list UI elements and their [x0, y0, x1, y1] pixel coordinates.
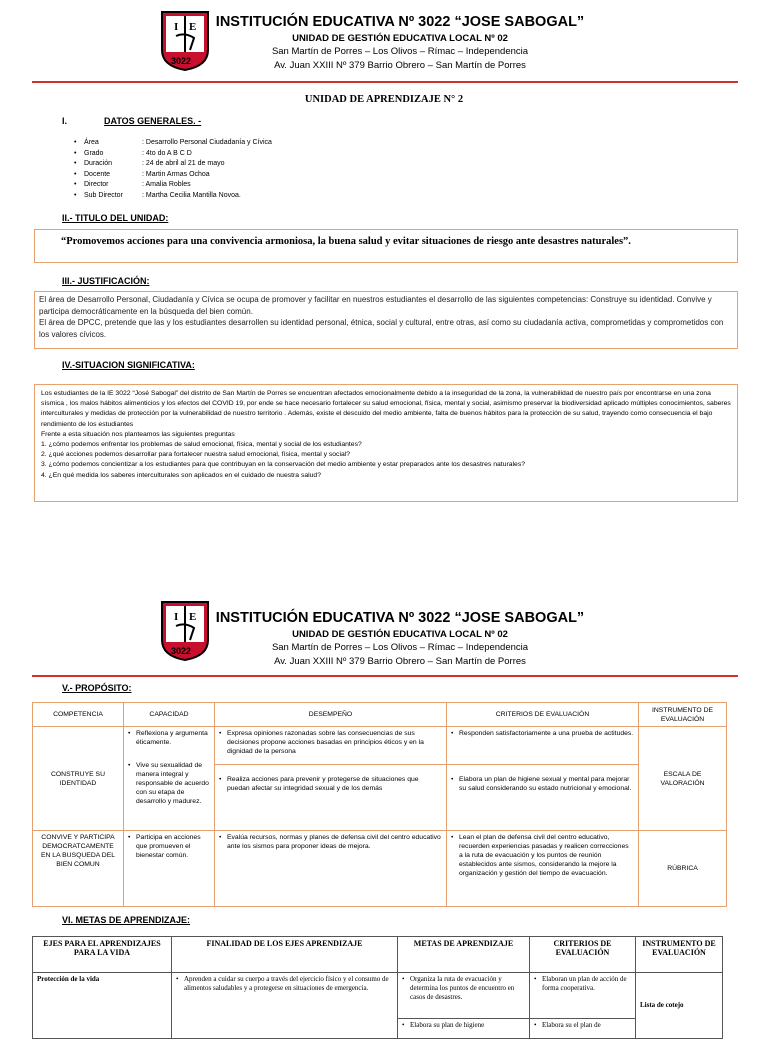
- competence-cell: CONSTRUYE SU IDENTIDAD: [33, 727, 124, 831]
- criteria-text: Elabora un plan de higiene sexual y mental para mejorar su salud considerando su estado nutricional y emocional.: [459, 776, 632, 792]
- section4-title: IV.-SITUACION SIGNIFICATIVA:: [62, 360, 195, 370]
- svg-text:I: I: [174, 21, 179, 33]
- purpose-header: COMPETENCIA: [33, 703, 124, 727]
- general-row: • Duración : 24 de abril al 21 de mayo: [74, 159, 272, 170]
- situation-box: [34, 384, 738, 502]
- criteria-text: Responden satisfactoriamente a una prueba de actitudes.: [459, 730, 634, 737]
- general-value: : Martha Cecilia Mantilla Novoa.: [142, 191, 241, 199]
- address-line: Av. Juan XXIII Nº 379 Barrio Obrero – San Martín de Porres: [274, 60, 526, 71]
- meta-instrument-cell: Lista de cotejo: [636, 973, 723, 1039]
- purpose-header: INSTRUMENTO DE EVALUACIÓN: [639, 703, 727, 727]
- meta-criteria-text: Elabora su el plan de: [542, 1021, 601, 1029]
- general-value: : 24 de abril al 21 de mayo: [142, 160, 225, 167]
- meta-criteria-cell: • Elaboran un plan de acción de forma cooperativa.: [530, 973, 636, 1019]
- general-row: • Sub Director : Martha Cecilia Mantilla Novoa.: [74, 191, 272, 202]
- justification-paragraph: El área de DPCC, pretende que las y los estudiantes desarrollen su identidad personal, étnica, social y cultural, entre otras, así como su ciudadanía activa, comprometidas y comprometidos con los valores cívicos.: [39, 318, 724, 339]
- instrument-cell: RÚBRICA: [639, 831, 727, 907]
- purpose-axis-cell: • Aprenden a cuidar su cuerpo a través del ejercicio físico y el consumo de alimentos saludables y a protegerse en situaciones de emergencia.: [172, 973, 398, 1039]
- unit-name-box: [34, 229, 738, 263]
- address-line: Av. Juan XXIII Nº 379 Barrio Obrero – San Martín de Porres: [274, 656, 526, 667]
- svg-text:E: E: [189, 611, 197, 623]
- goal-cell: • Organiza la ruta de evacuación y determina los puntos de encuentro en casos de desastres.: [398, 973, 530, 1019]
- purpose-row: [33, 727, 727, 765]
- general-row: • Docente : Martin Armas Ochoa: [74, 170, 272, 181]
- general-value: : Amalia Robles: [142, 181, 191, 188]
- unit-name: “Promovemos acciones para una convivencia armoniosa, la buena salud y evitar situaciones de riesgo ante desastres naturales”.: [61, 236, 631, 247]
- criteria-cell: • Elabora un plan de higiene sexual y mental para mejorar su salud considerando su estado nutricional y emocional.: [447, 765, 639, 831]
- general-key: Sub Director: [84, 191, 123, 199]
- criteria-cell: • Responden satisfactoriamente a una prueba de actitudes.: [447, 727, 639, 765]
- general-value: : Desarrollo Personal Ciudadanía y Cívica: [142, 139, 272, 146]
- header-divider: [32, 675, 738, 677]
- situation-question: 3. ¿cómo podemos concientizar a los estudiantes para que contribuyan en la conservación del medio ambiente y estar preparados ante los desastres naturales?: [41, 461, 525, 469]
- goal-text: Organiza la ruta de evacuación y determina los puntos de encuentro en casos de desastres.: [410, 975, 515, 1001]
- school-title: INSTITUCIÓN EDUCATIVA Nº 3022 “JOSE SABOGAL”: [215, 610, 585, 626]
- capacity-item: Vive su sexualidad de manera integral y responsable de acuerdo con su etapa de desarrollo y madurez.: [136, 762, 209, 805]
- situation-line: Frente a esta situación nos planteamos las siguientes preguntas: [41, 430, 235, 438]
- goal-cell: • Elabora su plan de higiene: [398, 1019, 530, 1039]
- general-key: Director: [84, 181, 109, 188]
- goal-text: Elabora su plan de higiene: [410, 1021, 485, 1029]
- metas-row: [33, 973, 723, 1019]
- performance-cell: • Realiza acciones para prevenir y protegerse de situaciones que puedan afectar su integridad sexual y de los demás: [215, 765, 447, 831]
- purpose-header: DESEMPEÑO: [215, 703, 447, 727]
- header-divider: [32, 81, 738, 83]
- svg-text:I: I: [174, 611, 179, 623]
- purpose-header-row: [33, 703, 727, 727]
- meta-criteria-cell: • Elabora su el plan de: [530, 1019, 636, 1039]
- purpose-header: CAPACIDAD: [124, 703, 215, 727]
- svg-text:E: E: [189, 21, 197, 33]
- capacity-cell: • Participa en acciones que promueven el bienestar común.: [124, 831, 215, 907]
- general-data-list: [74, 138, 272, 201]
- purpose-table: [32, 702, 727, 907]
- performance-text: Expresa opiniones razonadas sobre las consecuencias de sus decisiones propone acciones basadas en principios éticos y en la dignidad de la persona: [227, 730, 424, 755]
- capacity-cell: • Reflexiona y argumenta éticamente. • Vive su sexualidad de manera integral y responsable de acuerdo con su etapa de desarrollo y madurez.: [124, 727, 215, 831]
- situation-paragraph: Los estudiantes de la IE 3022 “José Sabogal” del distrito de San Martín de Porres se encuentran afectados emocionalmente debido a la inseguridad de la zona, la vulnerabilidad de nuestro país por encontrarse en una zona sísmica , los malos hábitos alimenticios y los efectos del COVID 19, por ende se hace necesario fortalecer su salud emocional, física, mental y social, asimismo preservar la biodiversidad aplicado múltiples conocimientos, saberes interculturales y medidas de protección por la vulnerabilidad de nuestro territorio . Además, existe el descuido del medio ambiente, falta de buenos hábitos para la protección de su salud, trayendo como consecuencia el bajo rendimiento de los estudiantes: [41, 390, 731, 428]
- section5-title: V.- PROPÓSITO:: [62, 683, 132, 693]
- criteria-text: Lean el plan de defensa civil del centro educativo, recuerden experiencias pasadas y realicen correcciones a la ruta de evacuación y los puntos de reunión establecidos ante sismos, considerando la mejore la organización y gestión del tiempo de evacuación.: [459, 834, 629, 877]
- situation-question: 2. ¿qué acciones podemos desarrollar para fortalecer nuestra salud emocional, física, mental y social?: [41, 451, 351, 459]
- section6-title: VI. METAS DE APRENDIZAJE:: [62, 915, 191, 925]
- section3-title: III.- JUSTIFICACIÓN:: [62, 276, 150, 286]
- competence-cell: CONVIVE Y PARTICIPA DEMOCRATCAMENTE EN LA BUSQUEDA DEL BIEN COMUN: [33, 831, 124, 907]
- general-row: • Área : Desarrollo Personal Ciudadanía y Cívica: [74, 138, 272, 149]
- svg-text:3022: 3022: [171, 646, 192, 656]
- metas-header: INSTRUMENTO DE EVALUACIÓN: [636, 937, 723, 973]
- general-value: : Martin Armas Ochoa: [142, 170, 210, 178]
- metas-header: CRITERIOS DE EVALUACIÓN: [530, 937, 636, 973]
- justification-box: [34, 291, 738, 349]
- ugel-label: UNIDAD DE GESTIÓN EDUCATIVA LOCAL Nº 02: [292, 629, 508, 640]
- districts-line: San Martín de Porres – Los Olivos – Rímac – Independencia: [271, 46, 529, 57]
- performance-cell: • Evalúa recursos, normas y planes de defensa civil del centro educativo ante los sismos para proponer ideas de mejora.: [215, 831, 447, 907]
- meta-criteria-text: Elaboran un plan de acción de forma cooperativa.: [542, 975, 627, 992]
- capacity-item: Reflexiona y argumenta éticamente.: [136, 730, 208, 746]
- performance-cell: • Expresa opiniones razonadas sobre las consecuencias de sus decisiones propone acciones basadas en principios éticos y en la dignidad de la persona: [215, 727, 447, 765]
- general-key: Grado: [84, 149, 104, 157]
- districts-line: San Martín de Porres – Los Olivos – Rímac – Independencia: [271, 642, 529, 653]
- metas-header: FINALIDAD DE LOS EJES APRENDIZAJE: [172, 937, 398, 973]
- ugel-label: UNIDAD DE GESTIÓN EDUCATIVA LOCAL Nº 02: [292, 33, 508, 44]
- performance-text: Evalúa recursos, normas y planes de defensa civil del centro educativo ante los sismos para proponer ideas de mejora.: [227, 834, 441, 850]
- section1-title: DATOS GENERALES. -: [104, 116, 202, 126]
- criteria-cell: • Lean el plan de defensa civil del centro educativo, recuerden experiencias pasadas y realicen correcciones a la ruta de evacuación y los puntos de reunión establecidos ante sismos, considerando la mejore la organización y gestión del tiempo de evacuación.: [447, 831, 639, 907]
- performance-text: Realiza acciones para prevenir y protegerse de situaciones que puedan afectar su integridad sexual y de los demás: [227, 776, 419, 792]
- general-key: Duración: [84, 160, 113, 167]
- instrument-cell: ESCALA DE VALORACIÓN: [639, 727, 727, 831]
- general-key: Docente: [84, 170, 111, 178]
- metas-header-row: [33, 937, 723, 973]
- general-row: • Grado : 4to do A B C D: [74, 149, 272, 160]
- axis-purpose-text: Aprenden a cuidar su cuerpo a través del ejercicio físico y el consumo de alimentos saludables y a protegerse en situaciones de emergencia.: [184, 975, 389, 992]
- justification-paragraph: El área de Desarrollo Personal, Ciudadanía y Cívica se ocupa de promover y facilitar en nuestros estudiantes el desarrollo de las siguientes competencias: Construye su identidad. Convive y participa democráticamente en la búsqueda del bien común.: [39, 295, 712, 316]
- metas-header: EJES PARA EL APRENDIZAJES PARA LA VIDA: [33, 937, 172, 973]
- metas-header: METAS DE APRENDIZAJE: [398, 937, 530, 973]
- situation-question: 4. ¿En qué medida los saberes interculturales son aplicados en el cuidado de nuestra salud?: [41, 471, 321, 479]
- section2-title: II.- TITULO DEL UNIDAD:: [62, 213, 169, 223]
- svg-text:3022: 3022: [171, 56, 192, 66]
- unit-title: UNIDAD DE APRENDIZAJE N° 2: [304, 94, 464, 105]
- axis-cell: Protección de la vida: [33, 973, 172, 1039]
- general-value: : 4to do A B C D: [142, 149, 192, 157]
- capacity-item: Participa en acciones que promueven el bienestar común.: [136, 834, 201, 859]
- purpose-row: [33, 831, 727, 907]
- purpose-header: CRITERIOS DE EVALUACIÓN: [447, 703, 639, 727]
- situation-question: 1. ¿cómo podemos enfrentar los problemas de salud emocional, física, mental y social de los estudiantes?: [41, 441, 362, 449]
- school-title: INSTITUCIÓN EDUCATIVA Nº 3022 “JOSE SABOGAL”: [215, 14, 585, 30]
- general-key: Área: [84, 139, 99, 146]
- general-row: • Director : Amalia Robles: [74, 180, 272, 191]
- section1-num: I.: [62, 116, 68, 126]
